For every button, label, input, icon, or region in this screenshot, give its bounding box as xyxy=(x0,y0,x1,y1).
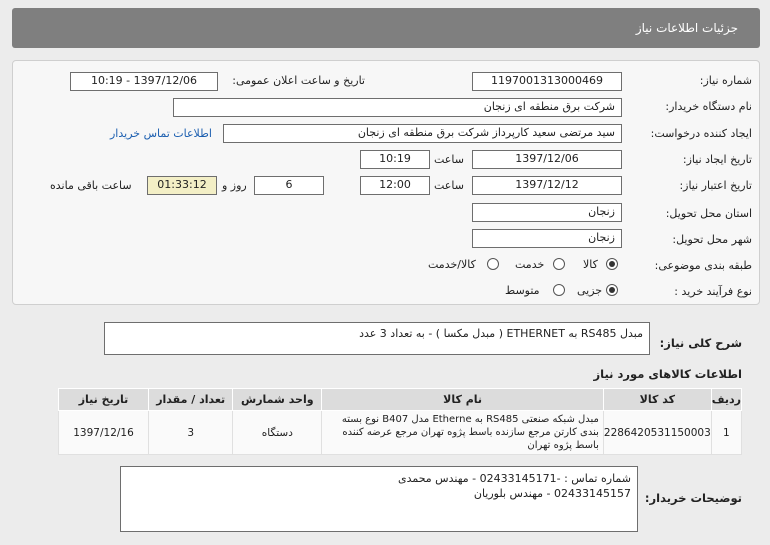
category-service-label: خدمت xyxy=(515,258,545,271)
city-label: شهر محل تحویل: xyxy=(672,233,752,246)
process-medium-radio[interactable] xyxy=(553,284,565,296)
col-row: ردیف xyxy=(711,389,741,411)
process-minor-radio[interactable] xyxy=(606,284,618,296)
col-qty: تعداد / مقدار xyxy=(149,389,233,411)
cell-date: 1397/12/16 xyxy=(59,411,149,455)
buyer-notes-line2: 02433145157 - مهندس بلوریان xyxy=(473,487,631,500)
created-date-field: 1397/12/06 xyxy=(472,150,622,169)
need-number-field: 1197001313000469 xyxy=(472,72,622,91)
creator-label: ایجاد کننده درخواست: xyxy=(650,127,752,140)
category-service-radio[interactable] xyxy=(553,258,565,270)
valid-time-field: 12:00 xyxy=(360,176,430,195)
buyer-field: شرکت برق منطقه ای زنجان xyxy=(173,98,622,117)
days-field: 6 xyxy=(254,176,324,195)
cell-row: 1 xyxy=(711,411,741,455)
col-name: نام کالا xyxy=(322,389,604,411)
buyer-label: نام دستگاه خریدار: xyxy=(665,100,752,113)
valid-date-field: 1397/12/12 xyxy=(472,176,622,195)
creator-field: سید مرتضی سعید کارپرداز شرکت برق منطقه ای زنجان xyxy=(223,124,622,143)
valid-time-label: ساعت xyxy=(434,179,464,192)
table-row xyxy=(59,411,742,455)
goods-table-header xyxy=(59,389,742,411)
city-field: زنجان xyxy=(472,229,622,248)
category-goods-radio[interactable] xyxy=(606,258,618,270)
col-code: کد کالا xyxy=(603,389,711,411)
cell-code: 2286420531150003 xyxy=(603,411,711,455)
created-date-label: تاریخ ایجاد نیاز: xyxy=(682,153,752,166)
page-title: جزئیات اطلاعات نیاز xyxy=(635,21,738,35)
province-field: زنجان xyxy=(472,203,622,222)
process-label: نوع فرآیند خرید : xyxy=(674,285,752,298)
cell-qty: 3 xyxy=(149,411,233,455)
announce-label: تاریخ و ساعت اعلان عمومی: xyxy=(232,74,365,87)
process-medium-label: متوسط xyxy=(505,284,540,297)
goods-table xyxy=(58,388,742,455)
days-label: روز و xyxy=(222,179,247,192)
col-unit: واحد شمارش xyxy=(233,389,322,411)
created-time-label: ساعت xyxy=(434,153,464,166)
category-goods-label: کالا xyxy=(583,258,598,271)
valid-date-label: تاریخ اعتبار نیاز: xyxy=(679,179,752,192)
buyer-notes-field xyxy=(120,466,638,532)
category-goods-service-radio[interactable] xyxy=(487,258,499,270)
province-label: استان محل تحویل: xyxy=(665,207,752,220)
cell-name: مبدل شبکه صنعتی RS485 به Etherne مدل B407 نوع بسته بندی کارتن مرجع سازنده باسط پژوه تهران مرجع عرضه کننده باسط پژوه تهران xyxy=(322,411,604,455)
created-time-field: 10:19 xyxy=(360,150,430,169)
summary-field: مبدل RS485 به ETHERNET ( مبدل مکسا ) - به تعداد 3 عدد xyxy=(104,322,650,355)
need-number-label: شماره نیاز: xyxy=(699,74,752,87)
page-header xyxy=(12,8,760,48)
buyer-contact-link[interactable]: اطلاعات تماس خریدار xyxy=(110,127,212,140)
remaining-label: ساعت باقی مانده xyxy=(50,179,132,192)
category-label: طبقه بندی موضوعی: xyxy=(654,259,752,272)
buyer-notes-label: توضیحات خریدار: xyxy=(644,491,742,505)
buyer-notes-line1: شماره تماس : -02433145171 - مهندس محمدی xyxy=(397,472,631,485)
remaining-time-field: 01:33:12 xyxy=(147,176,217,195)
goods-section-title: اطلاعات کالاهای مورد نیاز xyxy=(593,367,742,381)
col-date: تاریخ نیاز xyxy=(59,389,149,411)
summary-label: شرح کلی نیاز: xyxy=(659,336,742,350)
process-minor-label: جزیی xyxy=(577,284,603,297)
cell-unit: دستگاه xyxy=(233,411,322,455)
announce-field: 1397/12/06 - 10:19 xyxy=(70,72,218,91)
category-goods-service-label: کالا/خدمت xyxy=(428,258,476,271)
